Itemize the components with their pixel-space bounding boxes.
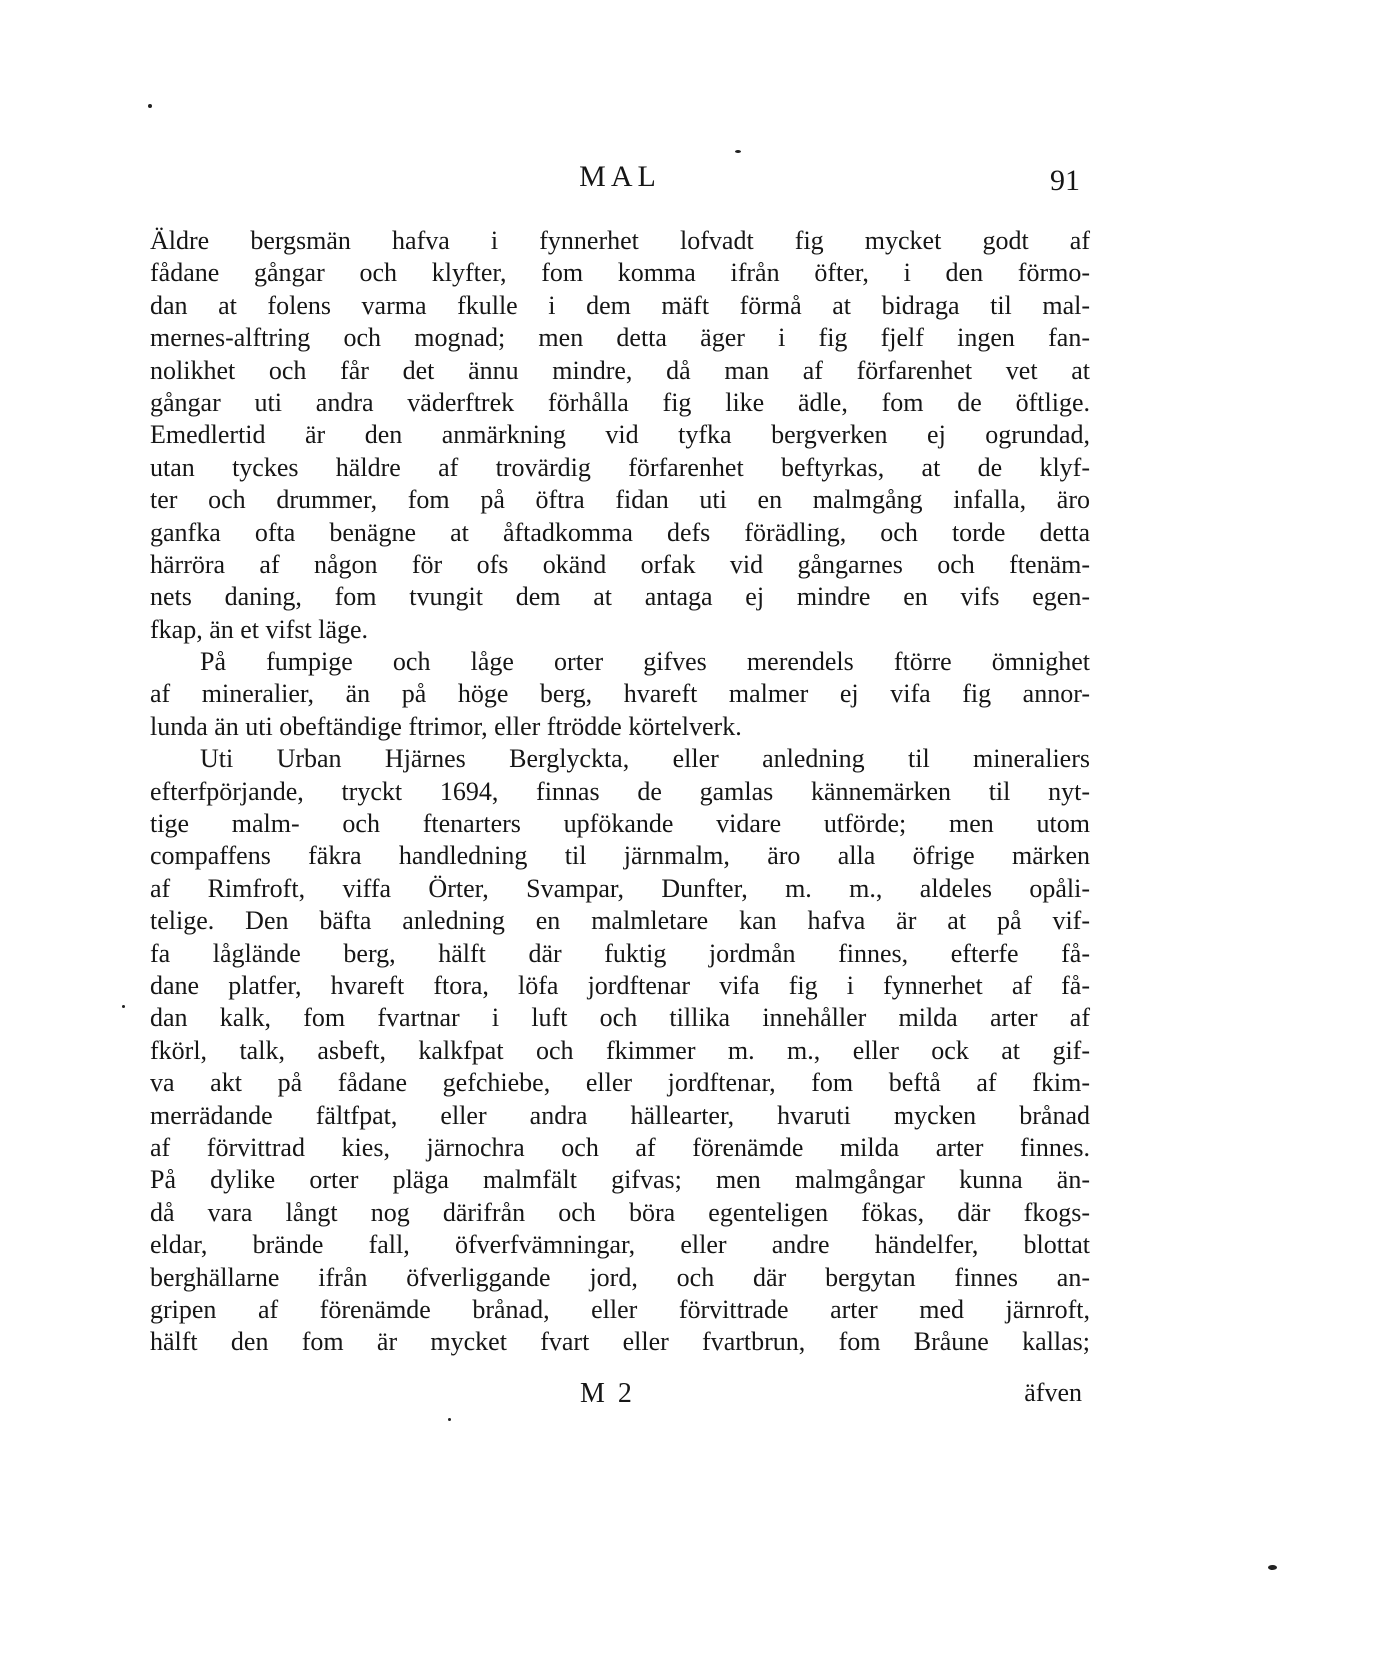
text-line: merrädande fältfpat, eller andra hällearter, hvaruti mycken brånad xyxy=(150,1100,1090,1130)
text-line: Emedlertid är den anmärkning vid tyfka bergverken ej ogrundad, xyxy=(150,420,1090,450)
text-line: dane platfer, hvareft ftora, löfa jordftenar vifa fig i fynnerhet af få- xyxy=(150,970,1090,1000)
body-text xyxy=(150,225,1090,1359)
text-line: På dylike orter pläga malmfält gifvas; men malmgångar kunna än- xyxy=(150,1165,1090,1195)
scan-speck xyxy=(1268,1565,1277,1570)
text-line: hälft den fom är mycket fvart eller fvartbrun, fom Bråune kallas; xyxy=(150,1327,1090,1357)
text-line: gripen af förenämde brånad, eller förvittrade arter med järnroft, xyxy=(150,1294,1090,1324)
text-line: gångar uti andra väderftrek förhålla fig like ädle, fom de öftlige. xyxy=(150,387,1090,417)
text-line: va akt på fådane gefchiebe, eller jordftenar, fom beftå af fkim- xyxy=(150,1068,1090,1098)
text-line: af mineralier, än på höge berg, hvareft malmer ej vifa fig annor- xyxy=(150,679,1090,709)
text-line: fkap, än et vifst läge. xyxy=(150,614,369,644)
text-line: compaffens fäkra handledning til järnmalm, äro alla öfrige märken xyxy=(150,841,1090,871)
text-line: berghällarne ifrån öfverliggande jord, och där bergytan finnes an- xyxy=(150,1262,1090,1292)
text-line: ganfka ofta benägne at åftadkomma defs förädling, och torde detta xyxy=(150,517,1090,547)
page-footer xyxy=(150,1378,1090,1418)
scan-speck xyxy=(122,1005,125,1008)
text-line: På fumpige och låge orter gifves merendels ftörre ömnighet xyxy=(200,647,1090,677)
paragraph-2 xyxy=(150,646,1090,743)
scan-speck xyxy=(735,150,741,153)
text-line: då vara långt nog därifrån och böra egenteligen fökas, där fkogs- xyxy=(150,1197,1090,1227)
text-line: utan tyckes häldre af trovärdig förfarenhet beftyrkas, at de klyf- xyxy=(150,452,1090,482)
text-line: härröra af någon för ofs okänd orfak vid gångarnes och ftenäm- xyxy=(150,549,1090,579)
text-line: telige. Den bäfta anledning en malmletare kan hafva är at på vif- xyxy=(150,906,1090,936)
signature-mark: M 2 xyxy=(580,1378,635,1409)
catchword: äfven xyxy=(1024,1378,1082,1407)
running-head: MAL xyxy=(579,160,661,193)
text-line: fkörl, talk, asbeft, kalkfpat och fkimmer m. m., eller ock at gif- xyxy=(150,1035,1090,1065)
page-header xyxy=(150,160,1090,200)
text-line: efterfpörjande, tryckt 1694, finnas de gamlas kännemärken til nyt- xyxy=(150,776,1090,806)
paragraph-1 xyxy=(150,225,1090,646)
text-line: Uti Urban Hjärnes Berglyckta, eller anledning til mineraliers xyxy=(200,744,1090,774)
text-line: eldar, brände fall, öfverfvämningar, eller andre händelfer, blottat xyxy=(150,1230,1090,1260)
scan-speck xyxy=(448,1418,451,1421)
text-line: ter och drummer, fom på öftra fidan uti en malmgång infalla, äro xyxy=(150,485,1090,515)
text-line: lunda än uti obeftändige ftrimor, eller ftrödde körtelverk. xyxy=(150,711,742,741)
page-number: 91 xyxy=(1050,164,1080,197)
text-line: mernes-alftring och mognad; men detta äger i fig fjelf ingen fan- xyxy=(150,323,1090,353)
text-line: af Rimfroft, viffa Örter, Svampar, Dunfter, m. m., aldeles opåli- xyxy=(150,873,1090,903)
text-line: af förvittrad kies, järnochra och af förenämde milda arter finnes. xyxy=(150,1132,1090,1162)
paragraph-3 xyxy=(150,743,1090,1358)
text-line: dan at folens varma fkulle i dem mäft förmå at bidraga til mal- xyxy=(150,290,1090,320)
text-line: fa låglände berg, hälft där fuktig jordmån finnes, efterfe få- xyxy=(150,938,1090,968)
text-line: tige malm- och ftenarters upfökande vidare utförde; men utom xyxy=(150,809,1090,839)
text-line: fådane gångar och klyfter, fom komma ifrån öfter, i den förmo- xyxy=(150,258,1090,288)
scan-speck xyxy=(148,104,152,108)
text-line: Äldre bergsmän hafva i fynnerhet lofvadt fig mycket godt af xyxy=(150,226,1090,255)
text-line: nets daning, fom tvungit dem at antaga ej mindre en vifs egen- xyxy=(150,582,1090,612)
text-line: dan kalk, fom fvartnar i luft och tillika innehåller milda arter af xyxy=(150,1003,1090,1033)
text-line: nolikhet och får det ännu mindre, då man af förfarenhet vet at xyxy=(150,355,1090,385)
